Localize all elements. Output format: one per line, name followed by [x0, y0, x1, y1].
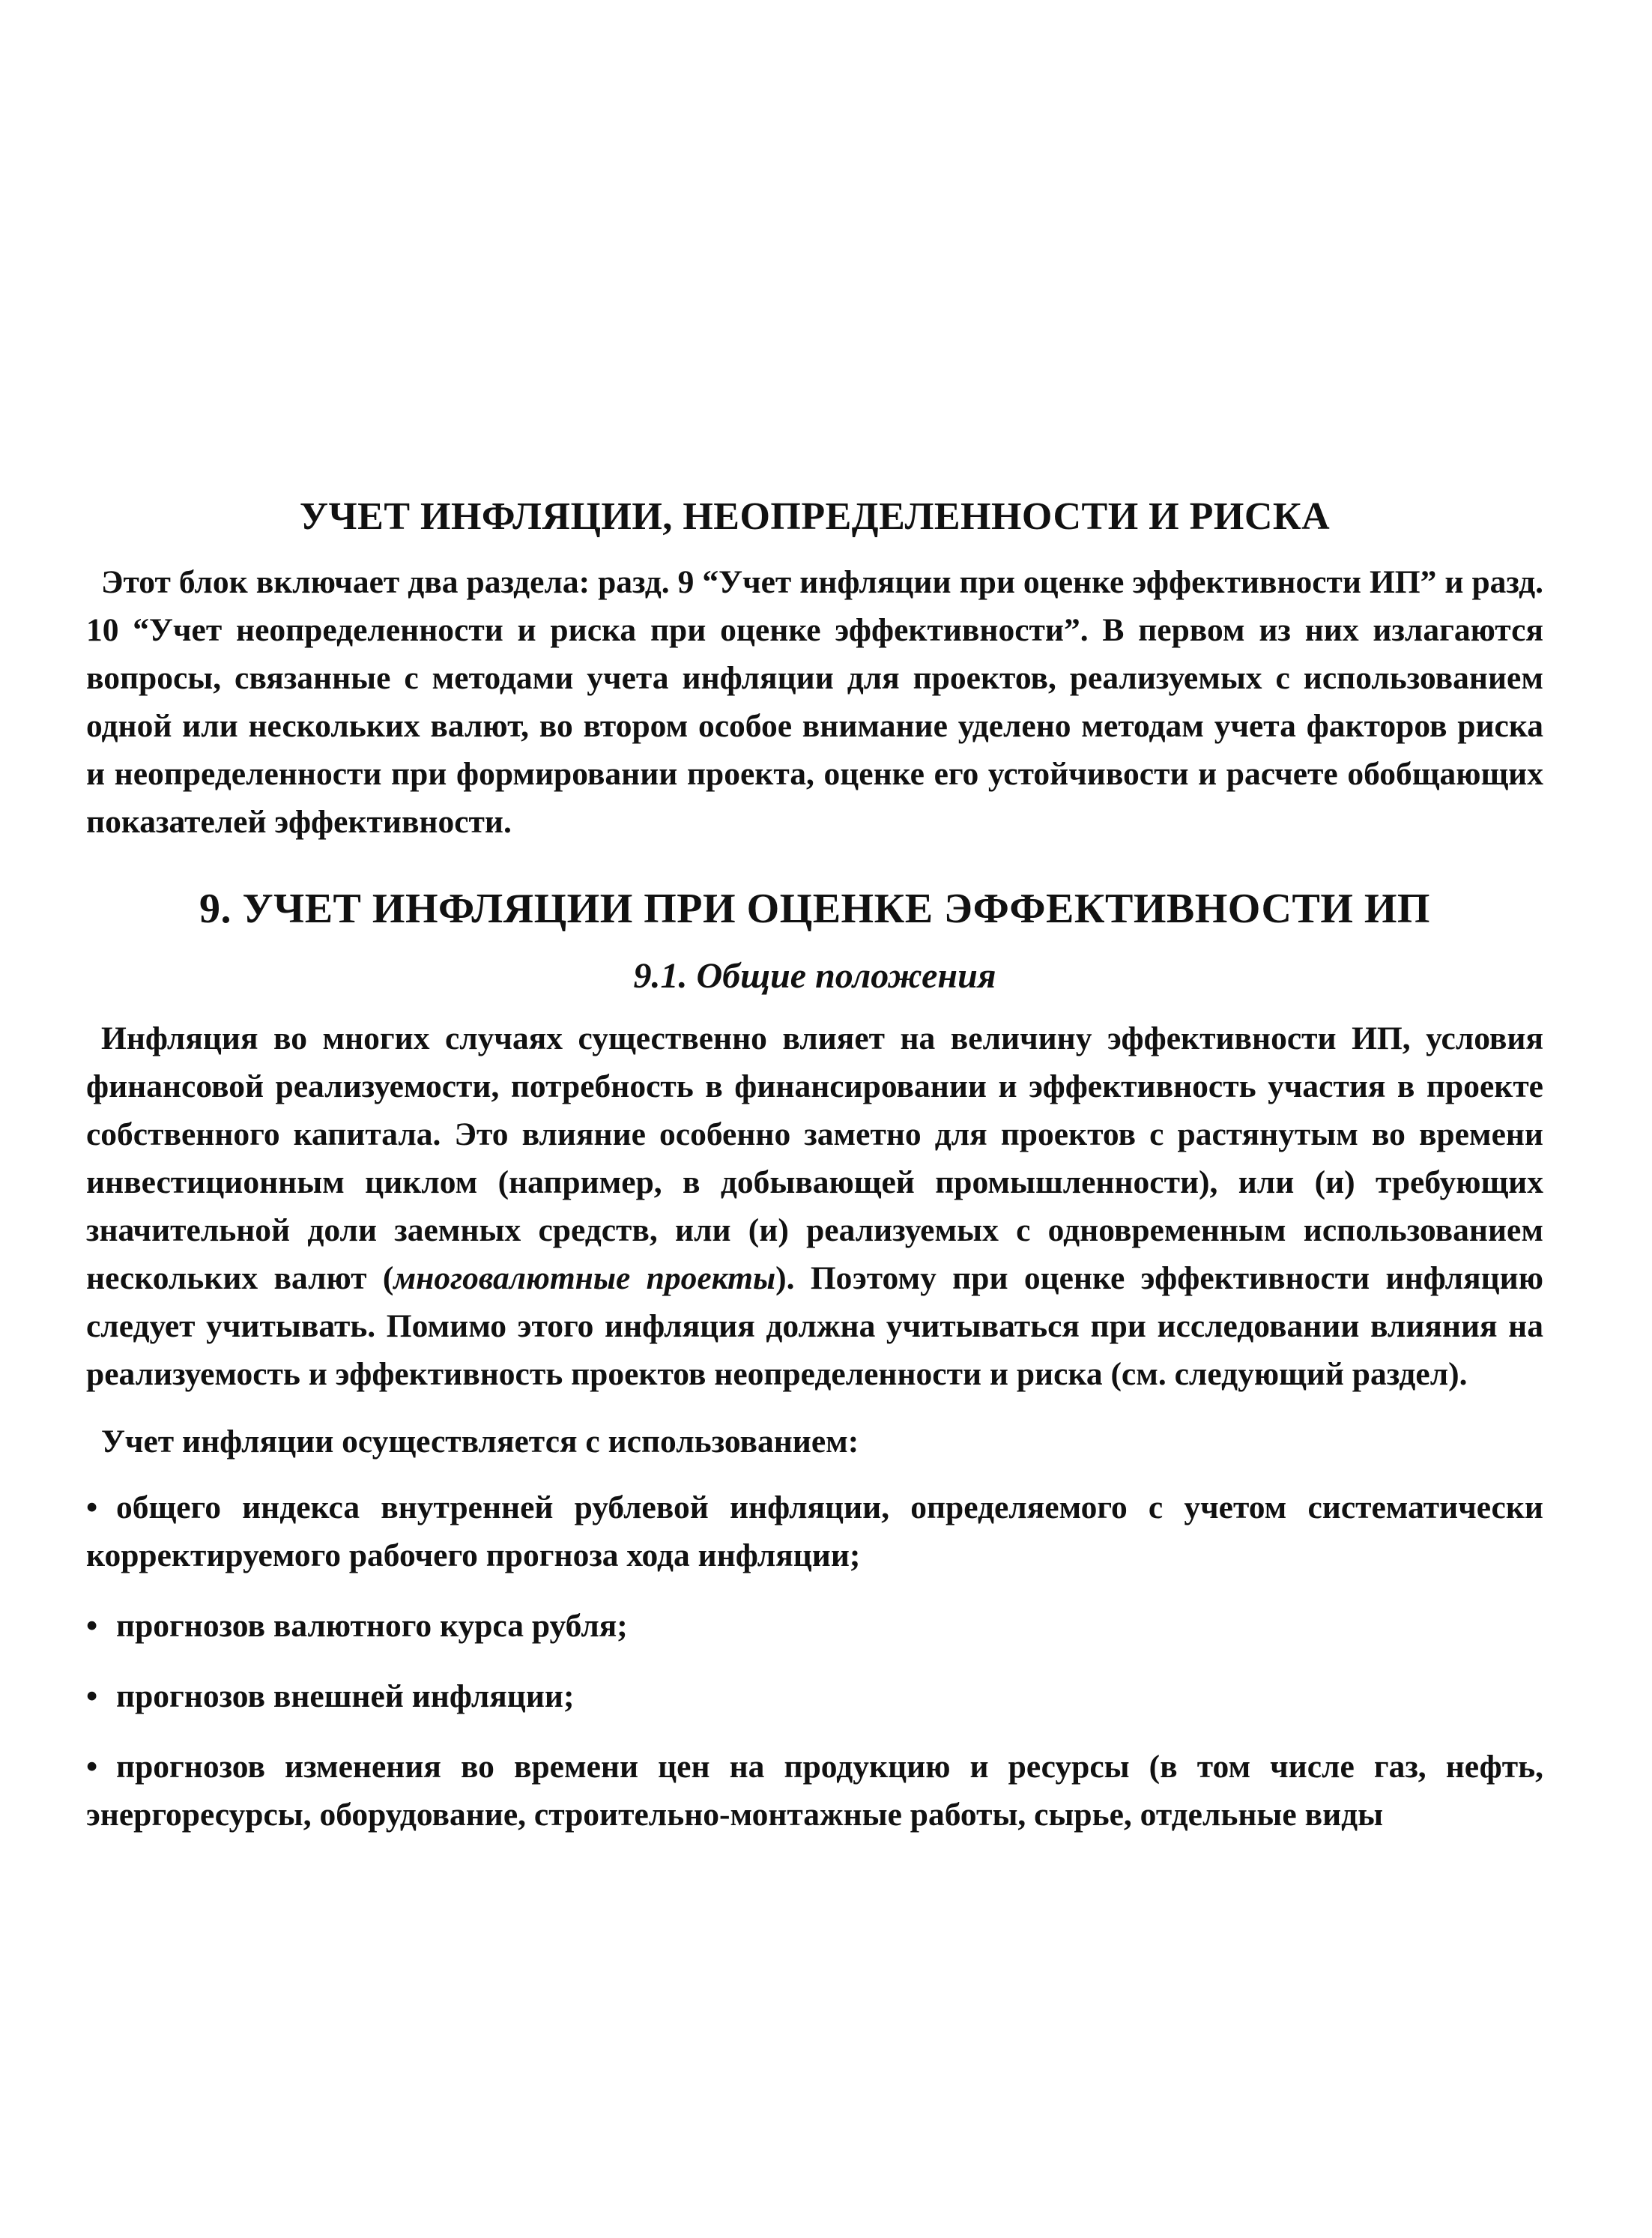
bullet-marker: • — [86, 1678, 98, 1714]
block-intro-paragraph: Этот блок включает два раздела: разд. 9 “Учет инфляции при оценке эффективности ИП” и разд. 10 “Учет неопределенности и риска при оценке эффективности”. В первом из них излагаются вопросы, связанные с методами учета инфляции для проектов, реализуемых с использованием одной или нескольких валют, во втором особое внимание уделено методам учета факторов риска и неопределенности при формировании проекта, оценке его устойчивости и расчете обобщающих показателей эффективности. — [86, 564, 1543, 840]
bullet-marker: • — [86, 1608, 98, 1644]
inflation-paragraph-text-start: Инфляция во многих случаях существенно влияет на величину эффективности ИП, условия финансовой реализуемости, потребность в финансировании и эффективность участия в проекте собственного капитала. Это влияние особенно заметно для проектов с растянутым во времени инвестиционным циклом (например, в добывающей промышленности), или (и) требующих значительной доли заемных средств, или (и) реализуемых с одновременным использованием нескольких валют ( — [86, 1020, 1543, 1296]
inflation-paragraph — [86, 1014, 1543, 1398]
block-title: УЧЕТ ИНФЛЯЦИИ, НЕОПРЕДЕЛЕННОСТИ И РИСКА — [299, 495, 1331, 538]
subsection-title: 9.1. Общие положения — [633, 956, 996, 996]
document-page — [86, 495, 1543, 1861]
multicurrency-projects-term: многовалютные проекты — [393, 1260, 776, 1296]
list-item-text: прогнозов изменения во времени цен на продукцию и ресурсы (в том числе газ, нефть, энергоресурсы, оборудование, строительно-монтажные работы, сырье, отдельные виды — [86, 1749, 1543, 1833]
list-item-text: прогнозов валютного курса рубля; — [116, 1608, 628, 1644]
list-item — [86, 1484, 1543, 1579]
bullet-marker: • — [86, 1490, 98, 1525]
list-item — [86, 1672, 1543, 1720]
bullet-marker: • — [86, 1749, 98, 1785]
inflation-paragraph-text-end: ). Поэтому при оценке эффективности инфляцию следует учитывать. Помимо этого инфляция должна учитываться при исследовании влияния на реализуемость и эффективность проектов неопределенности и риска (см. следующий раздел). — [86, 1260, 1543, 1392]
list-item — [86, 1743, 1543, 1839]
inflation-accounting-intro: Учет инфляции осуществляется с использованием: — [101, 1424, 859, 1460]
inflation-factors-list — [86, 1484, 1543, 1839]
list-item-text: прогнозов внешней инфляции; — [116, 1678, 575, 1714]
list-item-text: общего индекса внутренней рублевой инфляции, определяемого с учетом систематически корректируемого рабочего прогноза хода инфляции; — [86, 1490, 1543, 1573]
section-title: 9. УЧЕТ ИНФЛЯЦИИ ПРИ ОЦЕНКЕ ЭФФЕКТИВНОСТИ ИП — [199, 886, 1430, 932]
list-item — [86, 1602, 1543, 1650]
